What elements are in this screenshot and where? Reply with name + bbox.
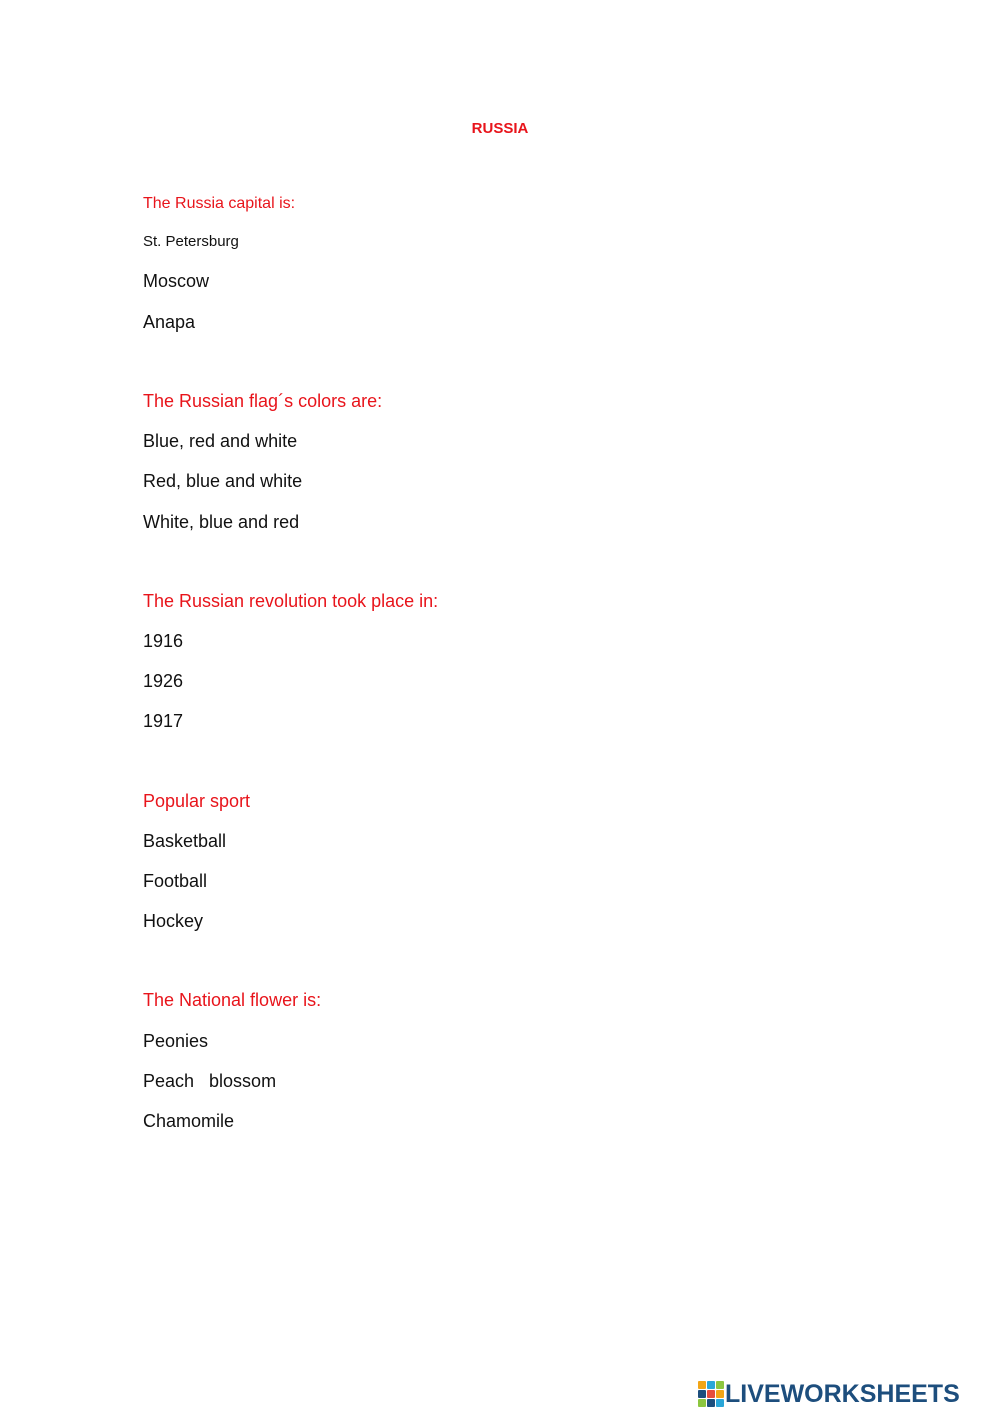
question-4-option-3[interactable]: Hockey	[143, 911, 204, 931]
liveworksheets-watermark	[698, 1378, 960, 1410]
question-1-option-2[interactable]: Moscow	[143, 271, 210, 291]
question-2-option-2[interactable]: Red, blue and white	[143, 471, 303, 491]
question-5-option-1[interactable]: Peonies	[143, 1031, 209, 1051]
question-1-option-1[interactable]: St. Petersburg	[143, 233, 239, 250]
question-5-option-3[interactable]: Chamomile	[143, 1111, 235, 1131]
question-4-option-1[interactable]: Basketball	[143, 831, 227, 851]
question-2-option-1[interactable]: Blue, red and white	[143, 431, 298, 451]
page-title: RUSSIA	[471, 120, 529, 137]
question-3-option-1[interactable]: 1916	[143, 631, 184, 651]
question-3-option-3[interactable]: 1917	[143, 711, 184, 731]
question-2-prompt: The Russian flag´s colors are:	[143, 391, 383, 411]
question-5-option-2[interactable]: Peach blossom	[143, 1071, 277, 1091]
liveworksheets-logo-icon	[698, 1381, 722, 1407]
question-2-option-3[interactable]: White, blue and red	[143, 512, 300, 532]
question-3-option-2[interactable]: 1926	[143, 671, 184, 691]
question-3-prompt: The Russian revolution took place in:	[143, 591, 439, 611]
question-4-option-2[interactable]: Football	[143, 871, 208, 891]
question-1-prompt: The Russia capital is:	[143, 195, 296, 212]
question-5-prompt: The National flower is:	[143, 990, 322, 1010]
question-1-option-3[interactable]: Anapa	[143, 312, 196, 332]
question-4-prompt: Popular sport	[143, 791, 251, 811]
liveworksheets-logo-text: LIVEWORKSHEETS	[725, 1379, 960, 1408]
